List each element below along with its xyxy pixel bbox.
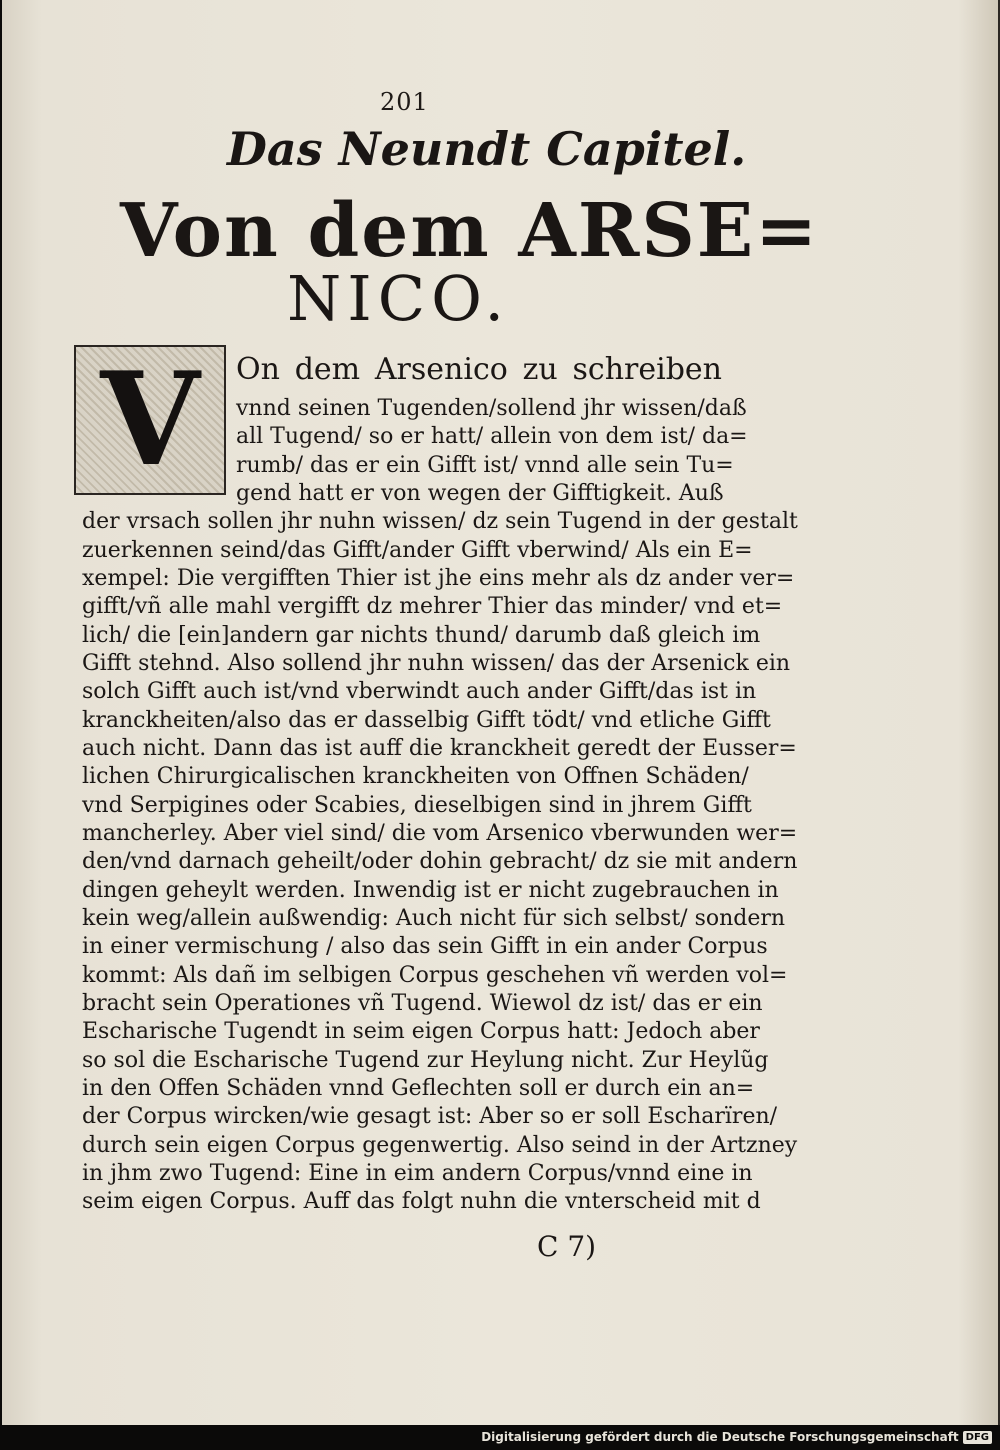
- body-line: On dem Arsenico zu schreiben: [236, 352, 722, 387]
- body-line: der Corpus wircken/wie gesagt ist: Aber so er soll Escharïren/: [82, 1104, 778, 1129]
- body-line: solch Gifft auch ist/vnd vberwindt auch ander Gifft/das ist in: [82, 679, 757, 704]
- body-line: durch sein eigen Corpus gegenwertig. Also seind in der Artzney: [82, 1133, 798, 1158]
- body-line: xempel: Die vergifften Thier ist jhe eins mehr als dz ander ver=: [82, 566, 795, 591]
- body-line: gend hatt er von wegen der Gifftigkeit. Auß: [236, 481, 724, 506]
- body-line: vnd Serpigines oder Scabies, dieselbigen sind in jhrem Gifft: [82, 793, 752, 818]
- page-number: 201: [380, 88, 429, 116]
- body-line: in den Offen Schäden vnnd Geflechten soll er durch ein an=: [82, 1076, 755, 1101]
- body-line: lich/ die [ein]andern gar nichts thund/ darumb daß gleich im: [82, 623, 761, 648]
- body-line: mancherley. Aber viel sind/ die vom Arsenico vberwunden wer=: [82, 821, 798, 846]
- body-line: auch nicht. Dann das ist auff die kranckheit geredt der Eusser=: [82, 736, 797, 761]
- body-line: lichen Chirurgicalischen kranckheiten von Offnen Schäden/: [82, 764, 749, 789]
- dfg-logo: DFG: [963, 1431, 992, 1444]
- body-line: in jhm zwo Tugend: Eine in eim andern Corpus/vnnd eine in: [82, 1161, 753, 1186]
- body-line: seim eigen Corpus. Auff das folgt nuhn die vnterscheid mit d: [82, 1189, 761, 1214]
- body-line: zuerkennen seind/das Gifft/ander Gifft vberwind/ Als ein E=: [82, 538, 753, 563]
- body-line: all Tugend/ so er hatt/ allein von dem ist/ da=: [236, 424, 748, 449]
- title-line-1: Von dem ARSE=: [120, 188, 820, 274]
- body-line: der vrsach sollen jhr nuhn wissen/ dz sein Tugend in der gestalt: [82, 509, 798, 534]
- initial-letter: V: [100, 345, 200, 495]
- body-line: bracht sein Operationes vñ Tugend. Wiewol dz ist/ das er ein: [82, 991, 763, 1016]
- body-line: rumb/ das er ein Gifft ist/ vnnd alle sein Tu=: [236, 453, 734, 478]
- body-line: gifft/vñ alle mahl vergifft dz mehrer Thier das minder/ vnd et=: [82, 594, 783, 619]
- body-line: den/vnd darnach geheilt/oder dohin gebracht/ dz sie mit andern: [82, 849, 798, 874]
- book-page: [2, 0, 1000, 1425]
- body-line: so sol die Escharische Tugend zur Heylung nicht. Zur Heylũg: [82, 1048, 769, 1073]
- body-line: kranckheiten/also das er dasselbig Gifft tödt/ vnd etliche Gifft: [82, 708, 771, 733]
- decorated-initial: [74, 345, 226, 495]
- title-line-2: NICO.: [287, 262, 511, 335]
- digitization-footer: [481, 1430, 992, 1444]
- body-line: kein weg/allein außwendig: Auch nicht für sich selbst/ sondern: [82, 906, 786, 931]
- chapter-heading: Das Neundt Capitel.: [227, 122, 747, 176]
- body-line: vnnd seinen Tugenden/sollend jhr wissen/daß: [236, 396, 747, 421]
- body-line: Gifft stehnd. Also sollend jhr nuhn wissen/ das der Arsenick ein: [82, 651, 791, 676]
- footer-text: Digitalisierung gefördert durch die Deutsche Forschungsgemeinschaft: [481, 1430, 959, 1444]
- body-line: Escharische Tugendt in seim eigen Corpus hatt: Jedoch aber: [82, 1019, 760, 1044]
- body-line: in einer vermischung / also das sein Gifft in ein ander Corpus: [82, 934, 768, 959]
- catchword: C 7): [537, 1230, 597, 1263]
- body-line: kommt: Als dañ im selbigen Corpus geschehen vñ werden vol=: [82, 963, 788, 988]
- body-line: dingen geheylt werden. Inwendig ist er nicht zugebrauchen in: [82, 878, 779, 903]
